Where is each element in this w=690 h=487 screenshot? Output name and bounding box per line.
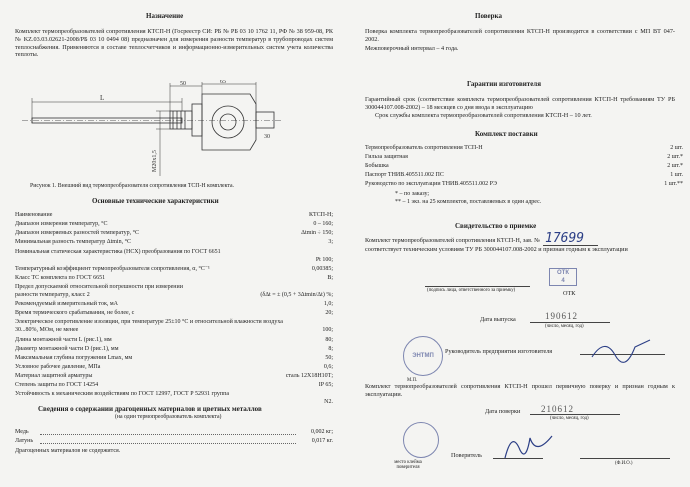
kit-row-manual: Руководство по эксплуатации ТНИВ.405511.002 РЭ <box>365 181 497 187</box>
acceptance-text-suffix: соответствует техническим условиям ТУ РБ 300044107.008-2002 и признан годным к эксплуатации <box>365 246 628 253</box>
spec-row-response-time: Время термического срабатывания, не более, с <box>15 310 135 316</box>
warranty-text: Гарантийный срок (соответствие комплекта термопреобразователей сопротивления КТСП-Н требованиям ТУ РБ 300044107.008-2002) – 18 месяцев со дня ввода в эксплуатацию <box>365 96 675 111</box>
spec-row-material: Материал защитной арматуры <box>15 373 93 379</box>
verification-cert-text: Комплект термопреобразователей сопротивления КТСП-Н прошел первичную поверку и признан годным к эксплуатации. <box>365 383 675 398</box>
spec-row-temp-range: Диапазон измерения температур, °С <box>15 221 108 227</box>
otk-label: ОТК <box>563 290 576 297</box>
metal-row-brass: Латунь <box>15 438 34 444</box>
purpose-text: Комплект термопреобразователей сопротивления КТСП-Н (Госреестр СИ: РБ № РБ 03 10 1762 11, РФ № 38 959-08, РК № KZ.03.03.02621-2008/РБ 03 10 0494 08) предназначен для измерения разности температур в трубопроводах систем теплоснабжения. Применяются в составе теплосчетчиков и информационно-измерительных систем учета количества теплоты. <box>15 28 333 59</box>
acceptance-text-prefix: Комплект термопреобразователей сопротивления КТСП-Н, зав. № <box>365 237 540 244</box>
metals-heading: Сведения о содержании драгоценных материалов и цветных металлов <box>38 405 262 413</box>
verifier-seal-label: место клейма поверителя <box>394 460 422 470</box>
spec-row-error: Предел допускаемой относительной погрешности при измерении разности температур, класс 2 <box>15 284 183 298</box>
verifier-signature <box>500 428 560 464</box>
kit-heading: Комплект поставки <box>475 130 538 138</box>
serial-number: 17699 <box>545 231 585 246</box>
spec-row-min-diff: Минимальная разность температур Δtmin, °С <box>15 239 131 245</box>
spec-row-mech: Устойчивость к механическим воздействиям по ГОСТ 12997, ГОСТ Р 52931 группа <box>15 391 230 397</box>
release-date-caption: (число, месяц, год) <box>545 324 584 329</box>
metal-row-copper: Медь <box>15 429 29 435</box>
sensor-drawing <box>20 80 330 180</box>
kit-row-sensor: Термопреобразователь сопротивления ТСП-Н <box>365 145 483 151</box>
verifier-label: Поверитель <box>451 452 482 459</box>
spec-row-current: Рекомендуемый измерительный ток, мА <box>15 301 118 307</box>
spec-row-diff-range: Диапазон измеряемых разностей температур, °С <box>15 230 139 236</box>
spec-row-ip: Степень защиты по ГОСТ 14254 <box>15 382 99 388</box>
kit-footnote-1: * – по заказу; <box>395 191 430 197</box>
spec-row-length: Длина монтажной части L (рис.1), мм <box>15 337 112 343</box>
head-signature <box>590 335 660 365</box>
verification-date-value: 210612 <box>541 404 574 414</box>
kit-footnote-2: ** – 1 экз. на 25 комплектов, поставляемых в один адрес. <box>395 199 542 205</box>
metals-subheading: (на один термопреобразователь комплекта) <box>115 414 222 420</box>
kit-row-boss: Бобышка <box>365 163 389 169</box>
verifier-caption: (Ф.И.О.) <box>615 461 633 466</box>
verification-interval: Межповерочный интервал – 4 года. <box>365 45 459 52</box>
head-label: Руководитель предприятия изготовителя <box>445 348 553 355</box>
specs-heading: Основные технические характеристики <box>92 197 219 205</box>
seal-label: М.П. <box>407 378 418 383</box>
spec-row-nsh: Номинальная статическая характеристика (НСХ) преобразования по ГОСТ 6651 <box>15 249 221 255</box>
verifier-stamp <box>403 422 439 458</box>
spec-row-name: Наименование <box>15 212 53 218</box>
kit-row-sleeve: Гильза защитная <box>365 154 408 160</box>
purpose-heading: Назначение <box>146 12 184 20</box>
warranty-service-life: Срок службы комплекта термопреобразователей сопротивления КТСП-Н – 10 лет. <box>375 112 592 119</box>
dim-l-label: L <box>100 94 105 102</box>
otk-stamp: ОТК 4 <box>549 268 577 286</box>
dim-thread-label: М20х1,5 <box>152 150 158 172</box>
acceptance-heading: Свидетельство о приемке <box>455 222 537 230</box>
warranty-heading: Гарантии изготовителя <box>467 80 542 88</box>
otk-caption: (подпись лица, ответственного за приемку) <box>427 288 516 293</box>
company-round-stamp: ЭНТМП <box>403 336 443 376</box>
spec-row-alpha: Температурный коэффициент термопреобразователя сопротивления, α, °С⁻¹ <box>15 266 210 272</box>
verification-date-label: Дата поверки <box>485 408 521 415</box>
spec-row-depth: Максимальная глубина погружения Lmax, мм <box>15 355 133 361</box>
dim-65-label: 65 <box>220 80 226 85</box>
spec-row-class: Класс ТС комплекта по ГОСТ 6651 <box>15 275 106 281</box>
cable-gland <box>256 112 274 128</box>
hex-nut <box>192 104 202 136</box>
spec-row-insulation: Электрическое сопротивление изоляции, при температуре 25±10 °С и относительной влажности воздуха 30...80%, МОм, не менее <box>15 319 283 333</box>
metals-note: Драгоценных материалов не содержится. <box>15 448 121 454</box>
release-date-value: 190612 <box>545 311 578 321</box>
dim-50-label: 50 <box>180 81 186 87</box>
verification-date-caption: (число, месяц, год) <box>550 416 589 421</box>
verification-heading: Поверка <box>475 12 502 20</box>
release-date-label: Дата выпуска <box>480 316 516 323</box>
kit-row-passport: Паспорт ТНИВ.405511.002 ПС <box>365 172 444 178</box>
spec-row-diameter: Диаметр монтажной части D (рис.1), мм <box>15 346 119 352</box>
spec-row-pressure: Условное рабочее давление, МПа <box>15 364 101 370</box>
verification-text: Поверка комплекта термопреобразователей сопротивления КТСП-Н производится в соответствии с МП ВТ 047-2002. <box>365 28 675 43</box>
dim-30-label: 30 <box>264 134 270 140</box>
connection-head <box>202 94 256 150</box>
drawing-caption: Рисунок 1. Внешний вид термопреобразователя сопротивления ТСП-Н комплекта. <box>30 183 234 189</box>
